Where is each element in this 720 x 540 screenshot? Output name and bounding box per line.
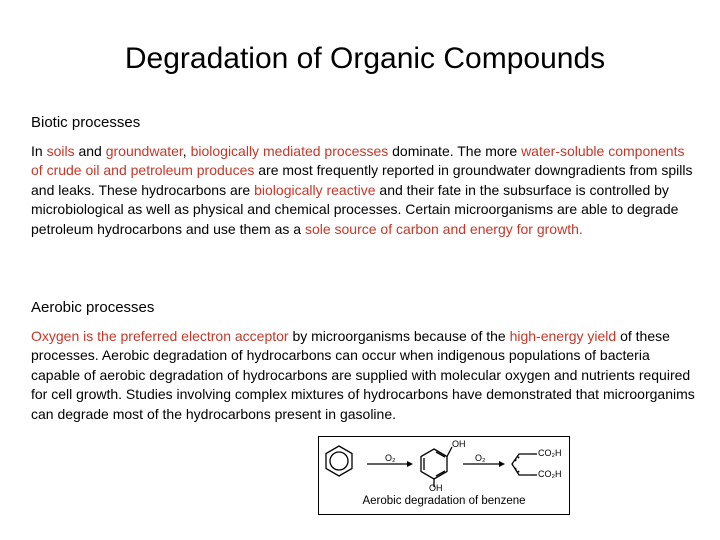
paragraph-text: , [182, 143, 191, 159]
paragraph-text: dominate. The more [388, 143, 522, 159]
figure-caption: Aerobic degradation of benzene [362, 495, 526, 507]
highlighted-text: sole source of carbon and energy for growth. [304, 220, 583, 237]
oh-bottom-label: OH [429, 483, 443, 493]
highlighted-text: groundwater [105, 143, 183, 159]
biotic-paragraph [31, 142, 699, 239]
arrow-2-label: O₂ [475, 453, 486, 463]
paragraph-text: In [31, 143, 47, 159]
highlighted-text: biologically mediated processes [190, 143, 389, 159]
arrow-1-label: O₂ [385, 453, 396, 463]
highlighted-text: biologically reactive [254, 181, 376, 198]
co2h-top-label: CO₂H [538, 448, 562, 458]
paragraph-text: and their fate in the subsurface is controlled by microbiological as well as physical and chemical processes. Certain microorganisms are able to degrade petroleum hydrocarbons and use them as a [31, 181, 679, 237]
reaction-scheme [319, 437, 569, 495]
benzene-degradation-figure [318, 436, 570, 515]
co2h-bottom-label: CO₂H [538, 469, 562, 479]
aerobic-heading: Aerobic processes [31, 299, 155, 316]
paragraph-text: and [74, 143, 106, 159]
muconic-acid-structure [512, 454, 537, 475]
highlighted-text: soils [46, 143, 75, 159]
biotic-heading: Biotic processes [31, 114, 141, 131]
catechol-structure [421, 447, 452, 487]
paragraph-text: are most frequently reported in groundwater downgradients from spills and leaks. These hydrocarbons are [31, 162, 693, 198]
oh-top-label: OH [452, 439, 466, 449]
highlighted-text: water-soluble components of crude oil and petroleum produces [31, 143, 685, 179]
slide-title: Degradation of Organic Compounds [124, 42, 606, 75]
aerobic-paragraph [31, 327, 699, 424]
highlighted-text: Oxygen is the preferred electron acceptor [31, 328, 289, 344]
highlighted-text: high-energy yield [509, 328, 617, 344]
paragraph-text: by microorganisms because of the [288, 328, 510, 344]
benzene-structure [326, 446, 352, 476]
paragraph-text: of these processes. Aerobic degradation of hydrocarbons can occur when indigenous populations of bacteria capable of aerobic degradation of hydrocarbons are supplied with molecular oxygen and nutrients required for cell growth. Studies involving complex mixtures of hydrocarbons have demonstrated that microorganims can degrade most of the hydrocarbons present in gasoline. [31, 328, 695, 422]
